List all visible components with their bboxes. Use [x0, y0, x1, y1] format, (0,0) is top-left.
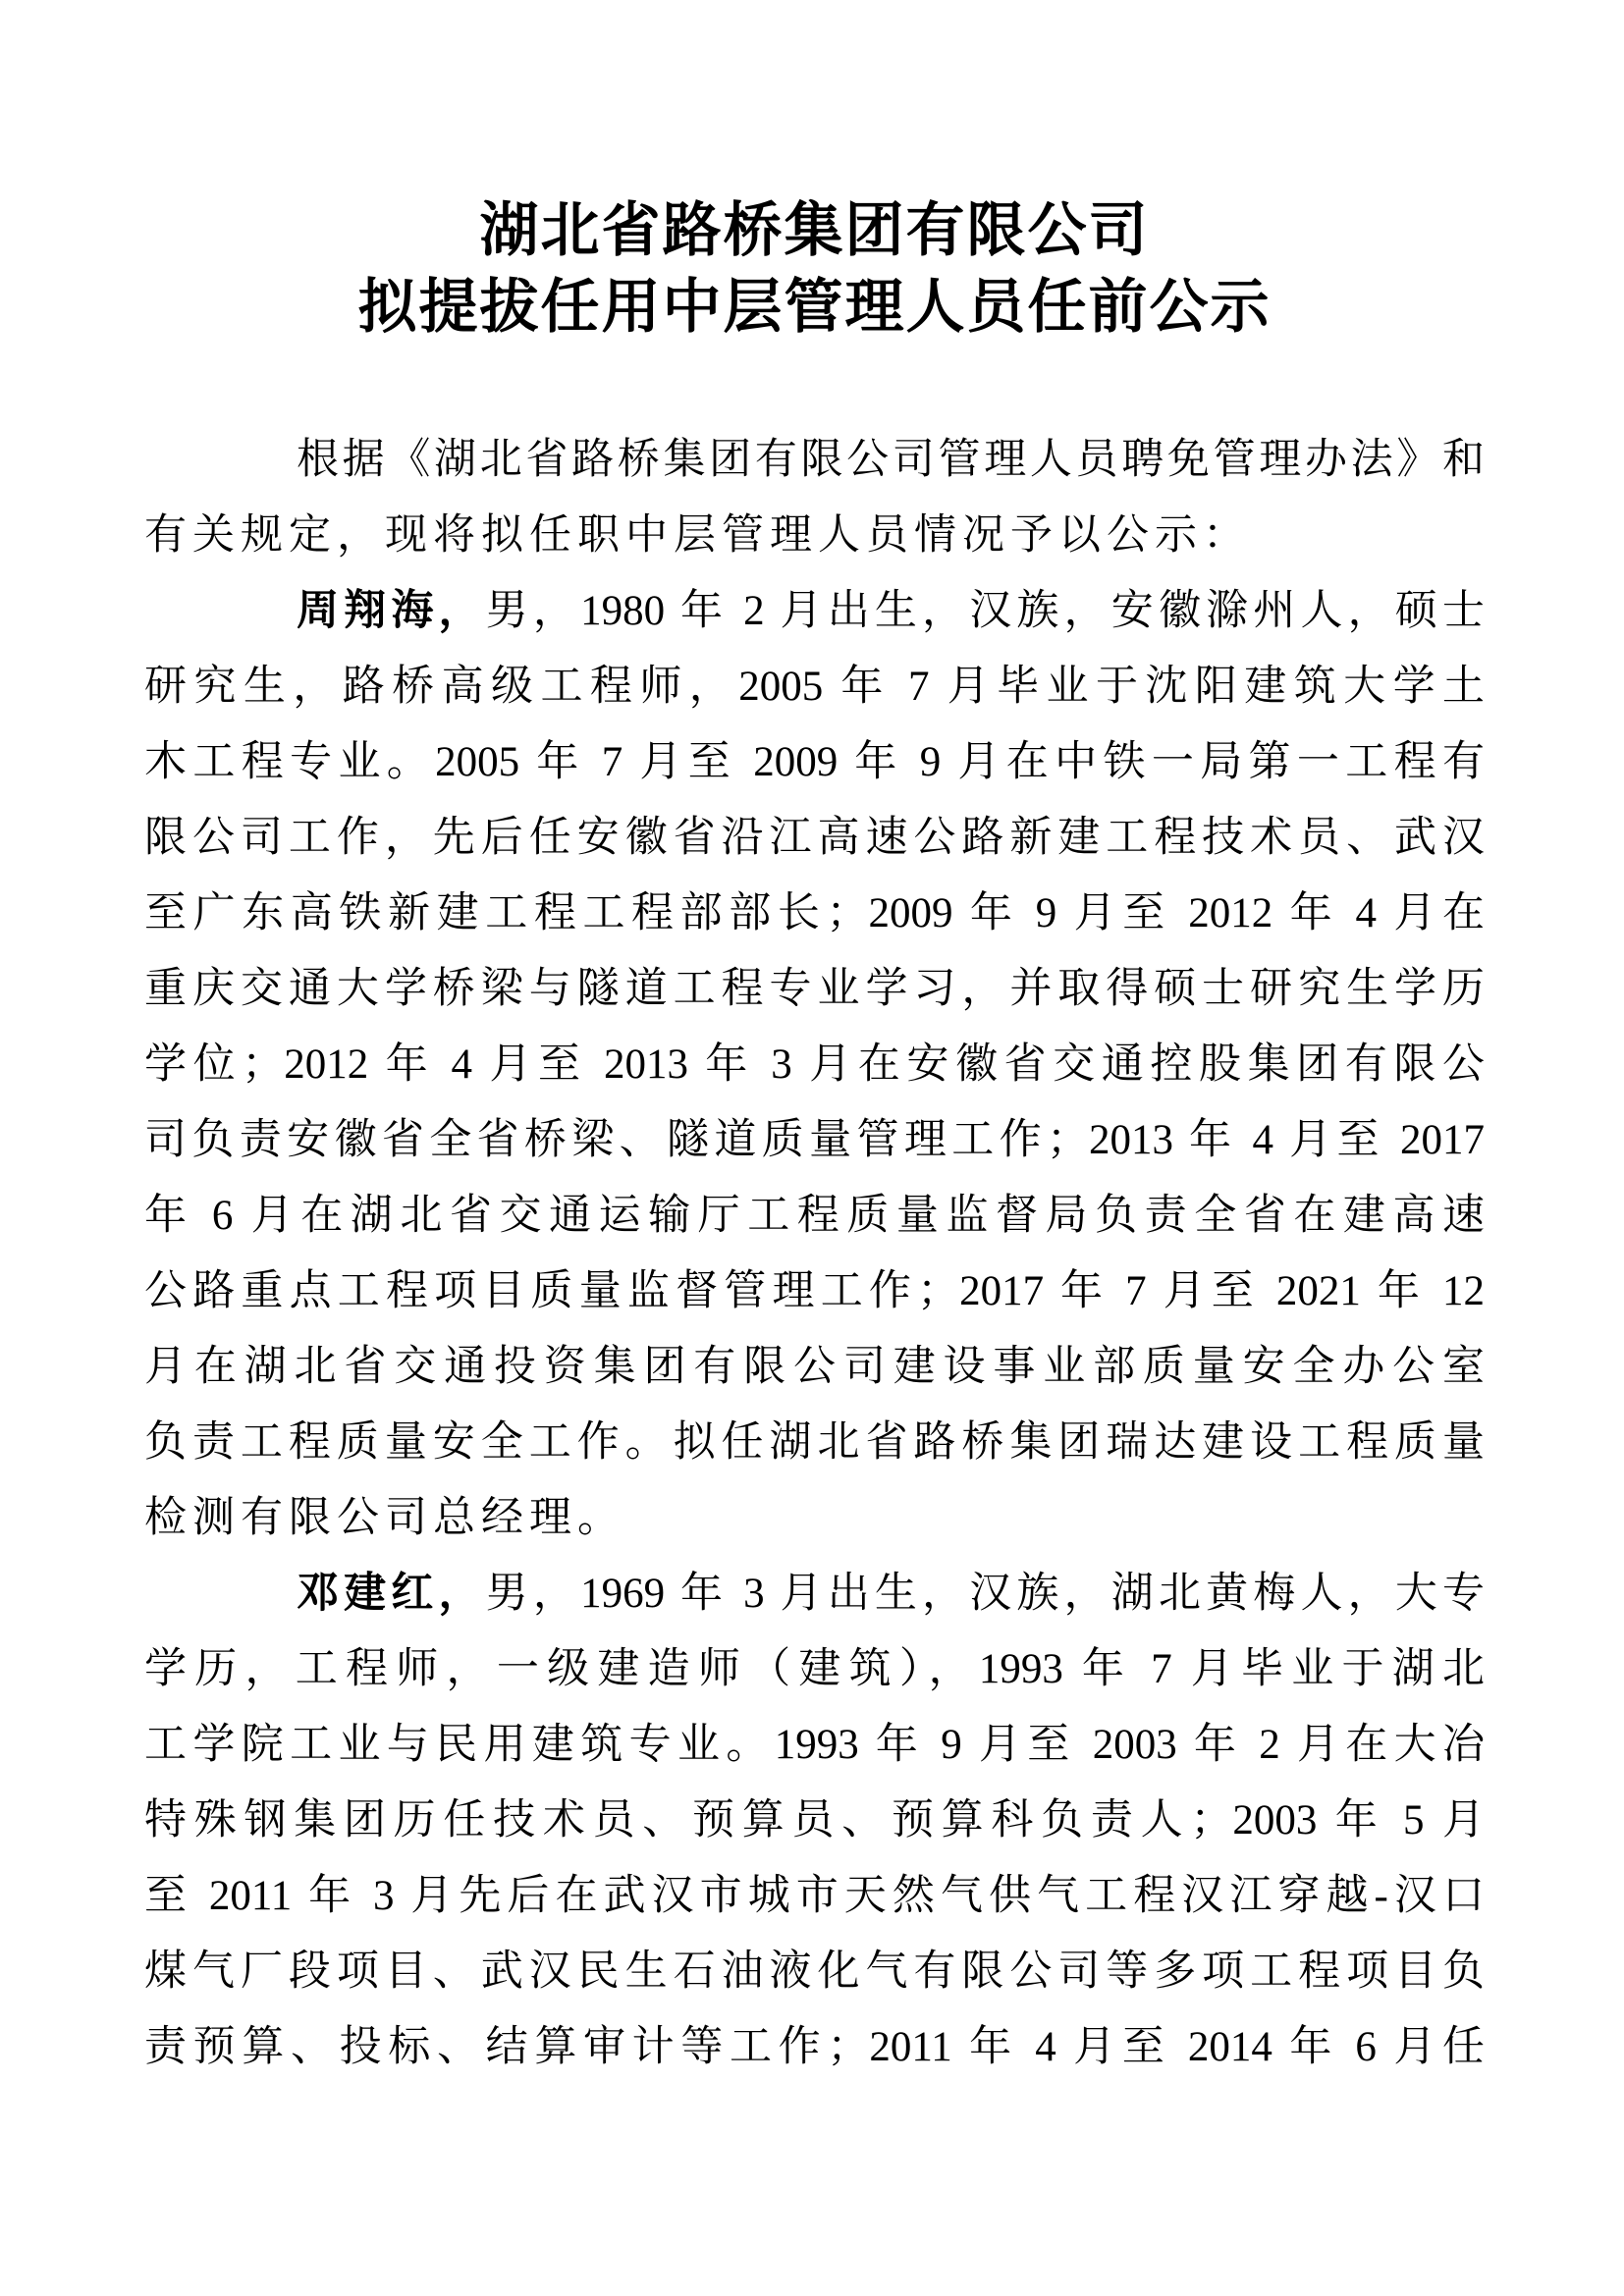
text-line	[144, 724, 1485, 800]
text-segment: 责预算、投标、结算审计等工作；2011 年 4 月至 2014 年 6 月任	[144, 2024, 1485, 2070]
text-segment: 根据《湖北省路桥集团有限公司管理人员聘免管理办法》和	[297, 437, 1485, 483]
text-line	[144, 1783, 1485, 1858]
text-line	[144, 498, 1485, 573]
text-segment: 男，1980 年 2 月出生，汉族，安徽滁州人，硕士	[485, 588, 1485, 634]
person-name: 周翔海，	[297, 588, 486, 634]
text-segment: 检测有限公司总经理。	[144, 1495, 625, 1541]
title-line-1: 湖北省路桥集团有限公司	[479, 198, 1150, 263]
title-line-2: 拟提拔任用中层管理人员任前公示	[357, 275, 1272, 340]
text-line	[144, 1254, 1485, 1329]
text-line	[144, 1405, 1485, 1480]
text-segment: 至 2011 年 3 月先后在武汉市城市天然气供气工程汉江穿越-汉口	[144, 1873, 1485, 1919]
text-line	[144, 1707, 1485, 1783]
text-segment: 工学院工业与民用建筑专业。1993 年 9 月至 2003 年 2 月在大冶	[144, 1722, 1485, 1768]
document-body	[144, 422, 1485, 2085]
text-line	[144, 1480, 1485, 1556]
text-segment: 学位；2012 年 4 月至 2013 年 3 月在安徽省交通控股集团有限公	[144, 1041, 1485, 1088]
text-line	[144, 422, 1485, 498]
text-line	[144, 1178, 1485, 1254]
text-line	[144, 1329, 1485, 1405]
text-segment: 煤气厂段项目、武汉民生石油液化气有限公司等多项工程项目负	[144, 1949, 1485, 1995]
document-title	[144, 192, 1485, 346]
text-line	[144, 800, 1485, 876]
text-line	[144, 1556, 1485, 1631]
text-segment: 至广东高铁新建工程工程部部长；2009 年 9 月至 2012 年 4 月在	[144, 890, 1485, 936]
text-line	[144, 573, 1485, 649]
text-line	[144, 2009, 1485, 2085]
text-line	[144, 1631, 1485, 1707]
text-segment: 重庆交通大学桥梁与隧道工程专业学习，并取得硕士研究生学历	[144, 966, 1485, 1012]
text-segment: 研究生，路桥高级工程师，2005 年 7 月毕业于沈阳建筑大学土	[144, 664, 1485, 710]
text-segment: 负责工程质量安全工作。拟任湖北省路桥集团瑞达建设工程质量	[144, 1419, 1485, 1466]
text-line	[144, 1102, 1485, 1178]
text-line	[144, 876, 1485, 951]
text-segment: 限公司工作，先后任安徽省沿江高速公路新建工程技术员、武汉	[144, 815, 1485, 861]
text-line	[144, 951, 1485, 1027]
text-line	[144, 649, 1485, 724]
text-segment: 年 6 月在湖北省交通运输厅工程质量监督局负责全省在建高速	[144, 1193, 1485, 1239]
text-line	[144, 1027, 1485, 1102]
text-segment: 有关规定，现将拟任职中层管理人员情况予以公示：	[144, 512, 1251, 559]
text-line	[144, 1858, 1485, 1934]
text-segment: 男，1969 年 3 月出生，汉族，湖北黄梅人，大专	[485, 1571, 1485, 1617]
text-segment: 月在湖北省交通投资集团有限公司建设事业部质量安全办公室	[144, 1344, 1485, 1390]
text-segment: 木工程专业。2005 年 7 月至 2009 年 9 月在中铁一局第一工程有	[144, 739, 1485, 785]
text-segment: 特殊钢集团历任技术员、预算员、预算科负责人；2003 年 5 月	[144, 1797, 1485, 1843]
text-segment: 学历，工程师，一级建造师（建筑），1993 年 7 月毕业于湖北	[144, 1646, 1485, 1692]
person-name: 邓建红，	[297, 1571, 486, 1617]
text-line	[144, 1934, 1485, 2009]
text-segment: 公路重点工程项目质量监督管理工作；2017 年 7 月至 2021 年 12	[144, 1268, 1485, 1314]
text-segment: 司负责安徽省全省桥梁、隧道质量管理工作；2013 年 4 月至 2017	[144, 1117, 1485, 1163]
